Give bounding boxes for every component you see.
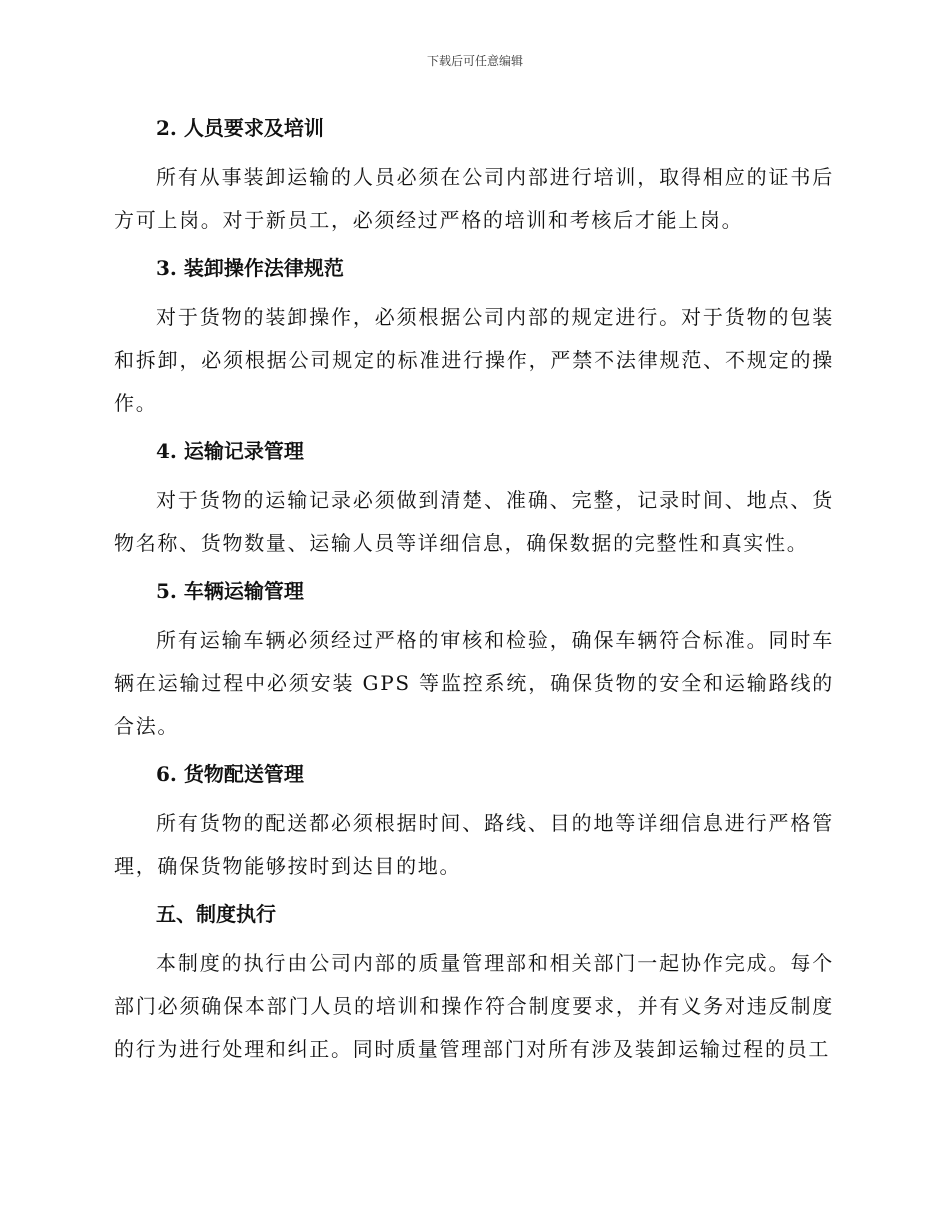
section-heading: 2. 人员要求及培训: [156, 116, 324, 140]
section-paragraph: 所有货物的配送都必须根据时间、路线、目的地等详细信息进行严格管理，确保货物能够按时到达目的地。: [114, 811, 834, 878]
section-paragraph: 所有从事装卸运输的人员必须在公司内部进行培训，取得相应的证书后方可上岗。对于新员工，必须经过严格的培训和考核后才能上岗。: [114, 165, 834, 232]
section-heading: 5. 车辆运输管理: [156, 579, 304, 603]
section-paragraph: 本制度的执行由公司内部的质量管理部和相关部门一起协作完成。每个部门必须确保本部门人员的培训和操作符合制度要求，并有义务对违反制度的行为进行处理和纠正。同时质量管理部门对所有涉及装卸运输过程的员工: [114, 951, 834, 1061]
section-heading: 3. 装卸操作法律规范: [156, 256, 344, 280]
section-paragraph: 对于货物的运输记录必须做到清楚、准确、完整，记录时间、地点、货物名称、货物数量、运输人员等详细信息，确保数据的完整性和真实性。: [114, 488, 834, 555]
section-paragraph: 对于货物的装卸操作，必须根据公司内部的规定进行。对于货物的包装和拆卸，必须根据公司规定的标准进行操作，严禁不法律规范、不规定的操作。: [114, 305, 834, 415]
section-paragraph: 所有运输车辆必须经过严格的审核和检验，确保车辆符合标准。同时车辆在运输过程中必须安装 GPS 等监控系统，确保货物的安全和运输路线的合法。: [114, 628, 834, 738]
section-heading: 4. 运输记录管理: [156, 439, 304, 463]
section-heading: 6. 货物配送管理: [156, 762, 304, 786]
document-body: [114, 111, 834, 1080]
section-heading: 五、制度执行: [156, 902, 276, 926]
page-header: 下载后可任意编辑: [426, 54, 523, 68]
